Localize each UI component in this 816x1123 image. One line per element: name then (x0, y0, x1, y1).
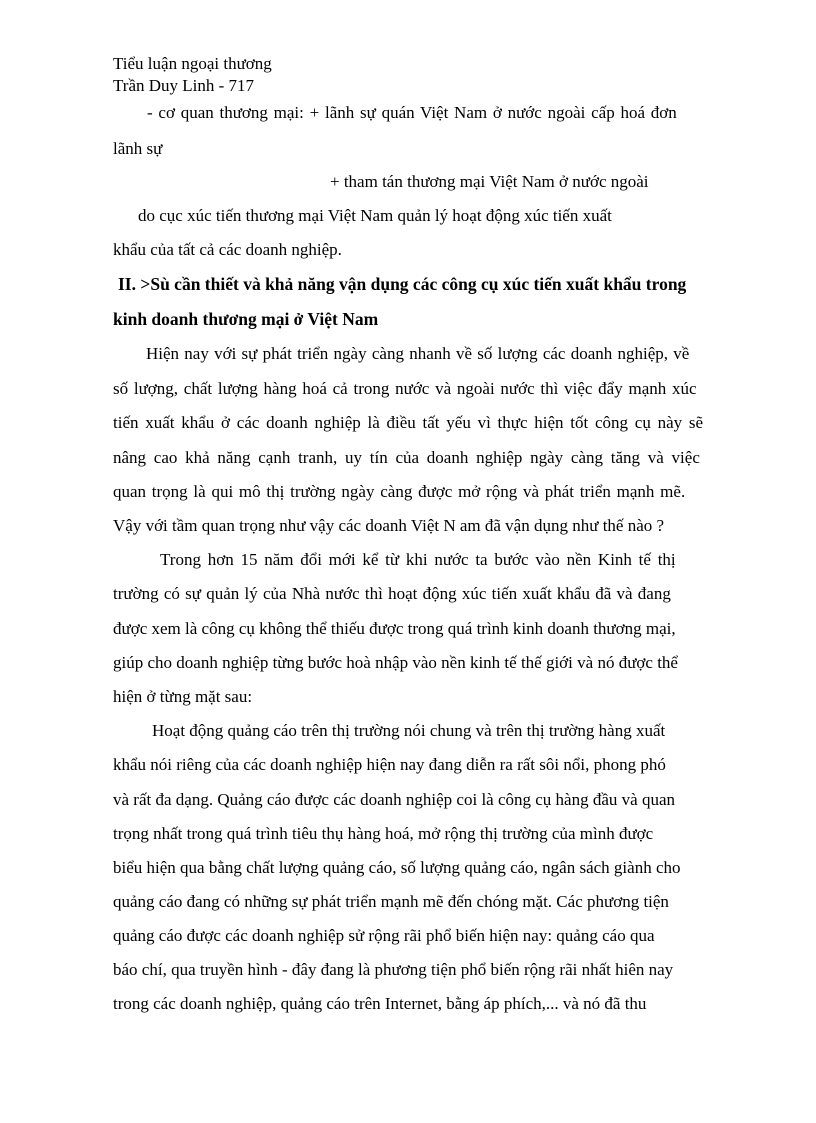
paragraph-line: quan trọng là qui mô thị trường ngày càng được mở rộng và phát triển mạnh mẽ. (113, 482, 686, 501)
paragraph-line: nâng cao khả năng cạnh tranh, uy tín của doanh nghiệp ngày càng tăng và việc (113, 448, 700, 467)
paragraph-line: báo chí, qua truyền hình - đây đang là phương tiện phổ biến rộng rãi nhất hiên nay (113, 960, 674, 979)
paragraph-line: hiện ở từng mặt sau: (113, 687, 253, 706)
section-heading-line: II. >Sù cần thiết và khả năng vận dụng các công cụ xúc tiến xuất khẩu trong (118, 274, 687, 294)
intro-line: lãnh sự (113, 139, 163, 158)
paragraph-line: quảng cáo đang có những sự phát triển mạnh mẽ đến chóng mặt. Các phương tiện (113, 892, 669, 911)
paragraph-line: quảng cáo được các doanh nghiệp sử rộng rãi phổ biến hiện nay: quảng cáo qua (113, 926, 655, 945)
paragraph-line: biểu hiện qua bằng chất lượng quảng cáo, số lượng quảng cáo, ngân sách giành cho (113, 858, 681, 877)
paragraph-line: giúp cho doanh nghiệp từng bước hoà nhập vào nền kinh tế thế giới và nó được thể (113, 653, 678, 672)
paragraph-line: khẩu nói riêng của các doanh nghiệp hiện nay đang diễn ra rất sôi nổi, phong phó (113, 755, 666, 774)
paragraph-line: tiến xuất khẩu ở các doanh nghiệp là điều tất yếu vì thực hiện tốt công cụ này sẽ (113, 413, 704, 432)
paragraph-line: Vậy với tầm quan trọng như vậy các doanh Việt N am đã vận dụng như thế nào ? (113, 516, 665, 535)
intro-line: + tham tán thương mại Việt Nam ở nước ngoài (330, 172, 649, 191)
paragraph-line: trọng nhất trong quá trình tiêu thụ hàng hoá, mở rộng thị trường của mình được (113, 824, 654, 843)
paragraph-line: trong các doanh nghiệp, quảng cáo trên Internet, bằng áp phích,... và nó đã thu (113, 994, 647, 1013)
intro-line: khẩu của tất cả các doanh nghiệp. (113, 240, 342, 259)
paragraph-line: Hoạt động quảng cáo trên thị trường nói chung và trên thị trường hàng xuất (152, 721, 666, 740)
paragraph-line: và rất đa dạng. Quảng cáo được các doanh nghiệp coi là công cụ hàng đầu và quan (113, 790, 675, 809)
paragraph-line: Hiện nay với sự phát triển ngày càng nhanh về số lượng các doanh nghiệp, về (146, 344, 690, 363)
paragraph-line: Trong hơn 15 năm đổi mới kể từ khi nước ta bước vào nền Kinh tế thị (160, 550, 676, 569)
paragraph-line: số lượng, chất lượng hàng hoá cả trong nước và ngoài nước thì việc đẩy mạnh xúc (113, 379, 697, 398)
document-header-author: Trần Duy Linh - 717 (113, 76, 255, 95)
intro-line: do cục xúc tiến thương mại Việt Nam quản lý hoạt động xúc tiến xuất (138, 206, 612, 225)
paragraph-line: trường có sự quản lý của Nhà nước thì hoạt động xúc tiến xuất khẩu đã và đang (113, 584, 671, 603)
paragraph-line: được xem là công cụ không thể thiếu được trong quá trình kinh doanh thương mại, (113, 619, 676, 638)
intro-line: - cơ quan thương mại: + lãnh sự quán Việt Nam ở nước ngoài cấp hoá đơn (147, 103, 677, 122)
section-heading-line: kinh doanh thương mại ở Việt Nam (113, 309, 379, 329)
document-header-title: Tiểu luận ngoại thương (113, 54, 272, 73)
